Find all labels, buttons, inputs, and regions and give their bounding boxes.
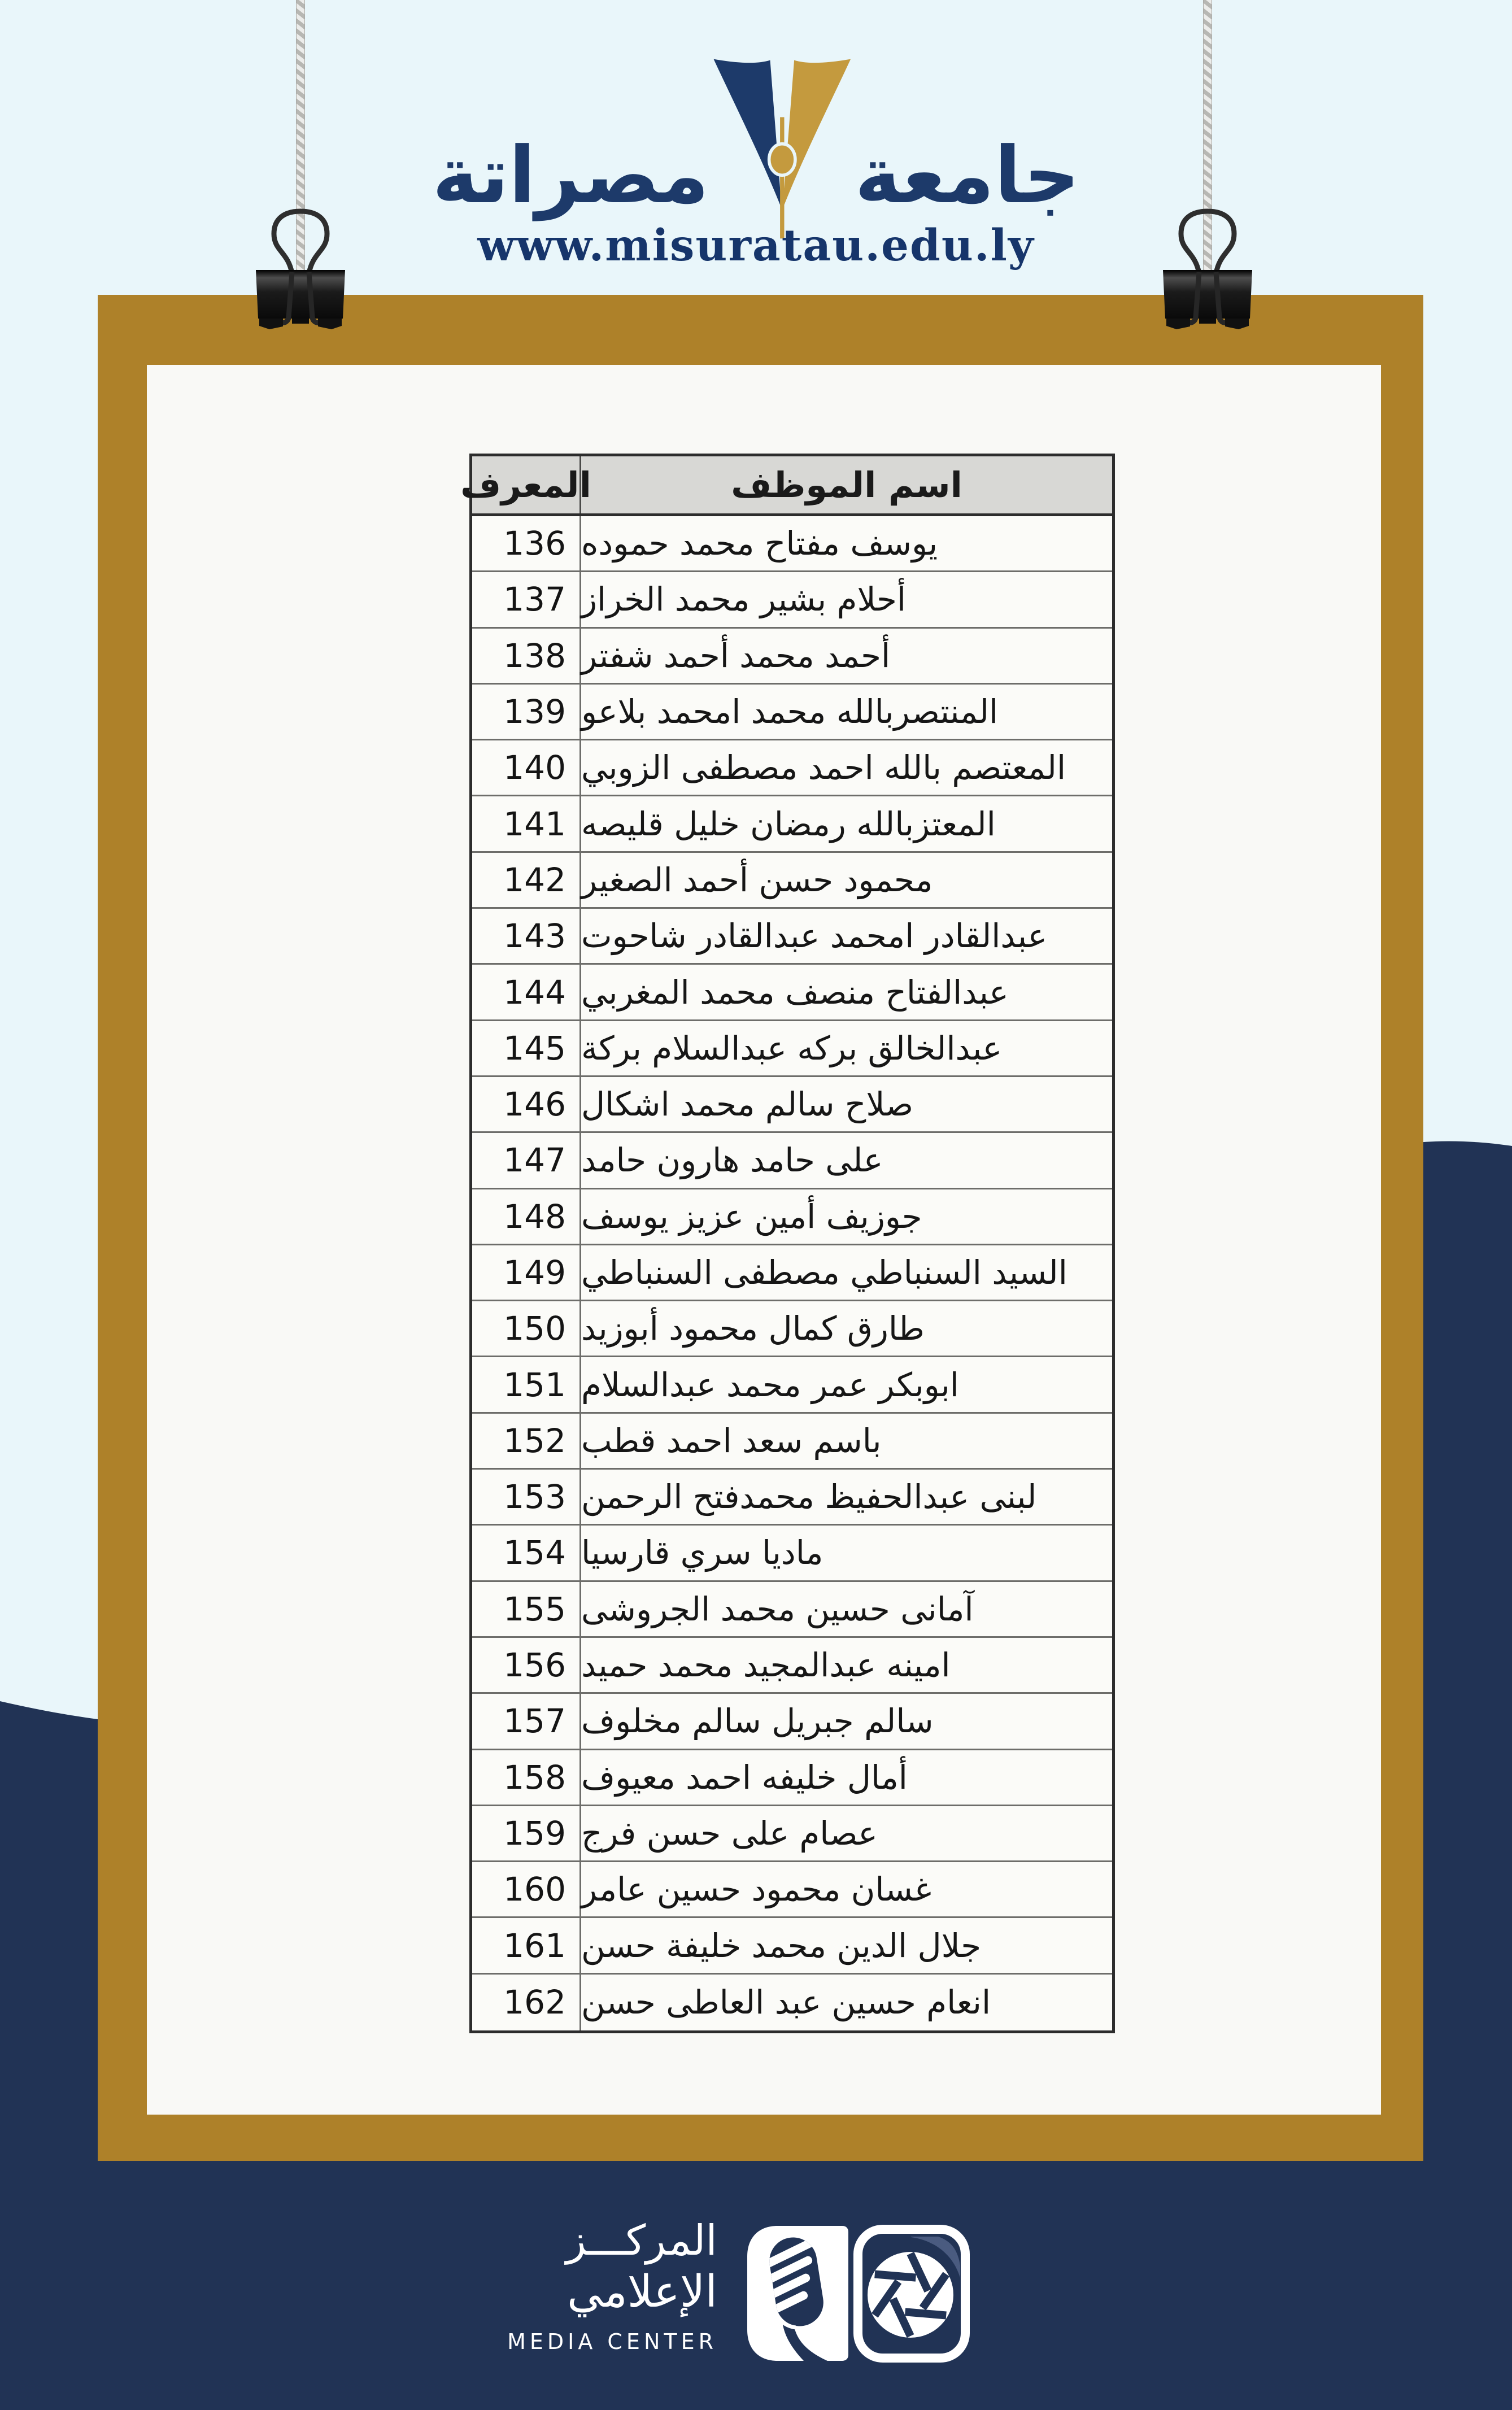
table-row [472,965,1112,1021]
table-row [472,1806,1112,1862]
employee-name-cell: السيد السنباطي مصطفى السنباطي [581,1253,1067,1292]
table-row [472,1470,1112,1526]
employee-name-cell: عبدالقادر امحمد عبدالقادر شاحوت [581,917,1047,956]
binder-clip-left-icon [252,207,348,339]
employee-name-cell: يوسف مفتاح محمد حموده [581,524,938,563]
employee-name-cell: لبنى عبدالحفيظ محمدفتح الرحمن [581,1478,1037,1516]
table-row [472,1414,1112,1470]
table-row [472,1975,1112,2030]
table-body [472,516,1112,2030]
employee-id-cell: 138 [472,629,581,683]
employee-id-cell: 145 [472,1021,581,1075]
employee-name-cell: انعام حسين عبد العاطى حسن [581,1983,991,2022]
employee-id-cell: 156 [472,1638,581,1692]
employee-name-cell: عصام على حسن فرج [581,1814,878,1853]
binder-clip-right-icon [1160,207,1256,339]
table-row [472,1021,1112,1077]
employee-id-cell: 147 [472,1133,581,1187]
employee-id-cell: 162 [472,1975,581,2030]
table-row [472,853,1112,909]
employee-id-cell: 146 [472,1077,581,1131]
employee-name-cell: غسان محمود حسين عامر [581,1870,932,1909]
employee-id-cell: 160 [472,1862,581,1916]
employee-name-cell: المعتصم بالله احمد مصطفى الزوبي [581,748,1066,787]
header-id-cell: المعرف [472,456,581,513]
employee-name-cell: ابوبكر عمر محمد عبدالسلام [581,1365,959,1404]
table-row [472,1526,1112,1581]
table-row [472,516,1112,572]
employee-id-cell: 149 [472,1245,581,1300]
table-row [472,1582,1112,1638]
employee-id-cell: 154 [472,1526,581,1580]
employee-name-cell: محمود حسن أحمد الصغير [581,860,933,899]
employee-name-cell: جلال الدين محمد خليفة حسن [581,1926,982,1965]
university-name-right: جامعة [855,130,1080,221]
employee-id-cell: 144 [472,965,581,1019]
table-row [472,1301,1112,1357]
employee-id-cell: 141 [472,796,581,851]
employee-id-cell: 153 [472,1470,581,1524]
table-row [472,572,1112,628]
media-center-arabic-line2: الإعلامي [567,2267,717,2318]
employee-id-cell: 158 [472,1750,581,1805]
employee-id-cell: 140 [472,740,581,795]
employee-name-cell: أحمد محمد أحمد شفتر [581,636,891,675]
paper-sheet [147,365,1381,2115]
employee-id-cell: 142 [472,853,581,907]
table-row [472,1189,1112,1245]
table-row [472,740,1112,796]
table-row [472,1918,1112,1974]
employee-name-cell: على حامد هارون حامد [581,1141,883,1180]
employee-name-cell: طارق كمال محمود أبوزيد [581,1309,925,1348]
university-logo [432,50,1079,247]
table-header-row [460,456,1112,516]
employee-id-cell: 139 [472,685,581,739]
university-name-left: مصراتة [432,130,709,221]
media-center-english: MEDIA CENTER [507,2329,717,2355]
employee-id-cell: 161 [472,1918,581,1972]
employee-id-cell: 136 [472,516,581,570]
employee-id-cell: 143 [472,909,581,963]
table-row [472,796,1112,852]
table-row [472,1133,1112,1189]
poster-frame [98,295,1423,2161]
employee-name-cell: آمانى حسين محمد الجروشى [581,1589,974,1628]
website-url: www.misuratau.edu.ly [477,220,1035,271]
table-row [472,1750,1112,1806]
table-row [472,1862,1112,1918]
table-row [472,1077,1112,1133]
mic-camera-logo-icon [742,2221,973,2365]
employee-name-cell: أمال خليفه احمد معيوف [581,1758,908,1797]
media-center-arabic-line1: المركـــز [566,2216,717,2265]
employee-id-cell: 148 [472,1189,581,1244]
table-row [472,629,1112,685]
employee-name-cell: باسم سعد احمد قطب [581,1421,882,1460]
employee-name-cell: المعتزبالله رمضان خليل قليصه [581,804,996,843]
employee-name-cell: صلاح سالم محمد اشكال [581,1085,914,1124]
employee-name-cell: ماديا سري قارسيا [581,1533,823,1572]
employee-name-cell: جوزيف أمين عزيز يوسف [581,1197,922,1236]
employee-id-cell: 151 [472,1357,581,1411]
media-center-wordmark [497,2216,717,2354]
table-row [472,685,1112,740]
header-name-cell: اسم الموظف [731,464,962,505]
employee-id-cell: 159 [472,1806,581,1860]
employee-name-cell: المنتصربالله محمد امحمد بلاعو [581,692,999,731]
table-row [472,1694,1112,1750]
table-row [472,1638,1112,1694]
employee-id-cell: 137 [472,572,581,626]
employee-id-cell: 157 [472,1694,581,1748]
pen-nib-emblem-icon [711,50,852,247]
employee-id-cell: 150 [472,1301,581,1356]
table-row [472,1357,1112,1413]
table-row [472,1245,1112,1301]
employee-name-cell: سالم جبريل سالم مخلوف [581,1702,934,1741]
employee-id-cell: 155 [472,1582,581,1636]
employee-name-cell: أحلام بشير محمد الخراز [581,580,907,619]
employee-name-cell: عبدالخالق بركه عبدالسلام بركة [581,1029,1003,1067]
employee-table [460,454,1115,2033]
table-row [472,909,1112,965]
employee-id-cell: 152 [472,1414,581,1468]
employee-name-cell: عبدالفتاح منصف محمد المغربي [581,973,1009,1012]
employee-name-cell: امينه عبدالمجيد محمد حميد [581,1646,951,1685]
